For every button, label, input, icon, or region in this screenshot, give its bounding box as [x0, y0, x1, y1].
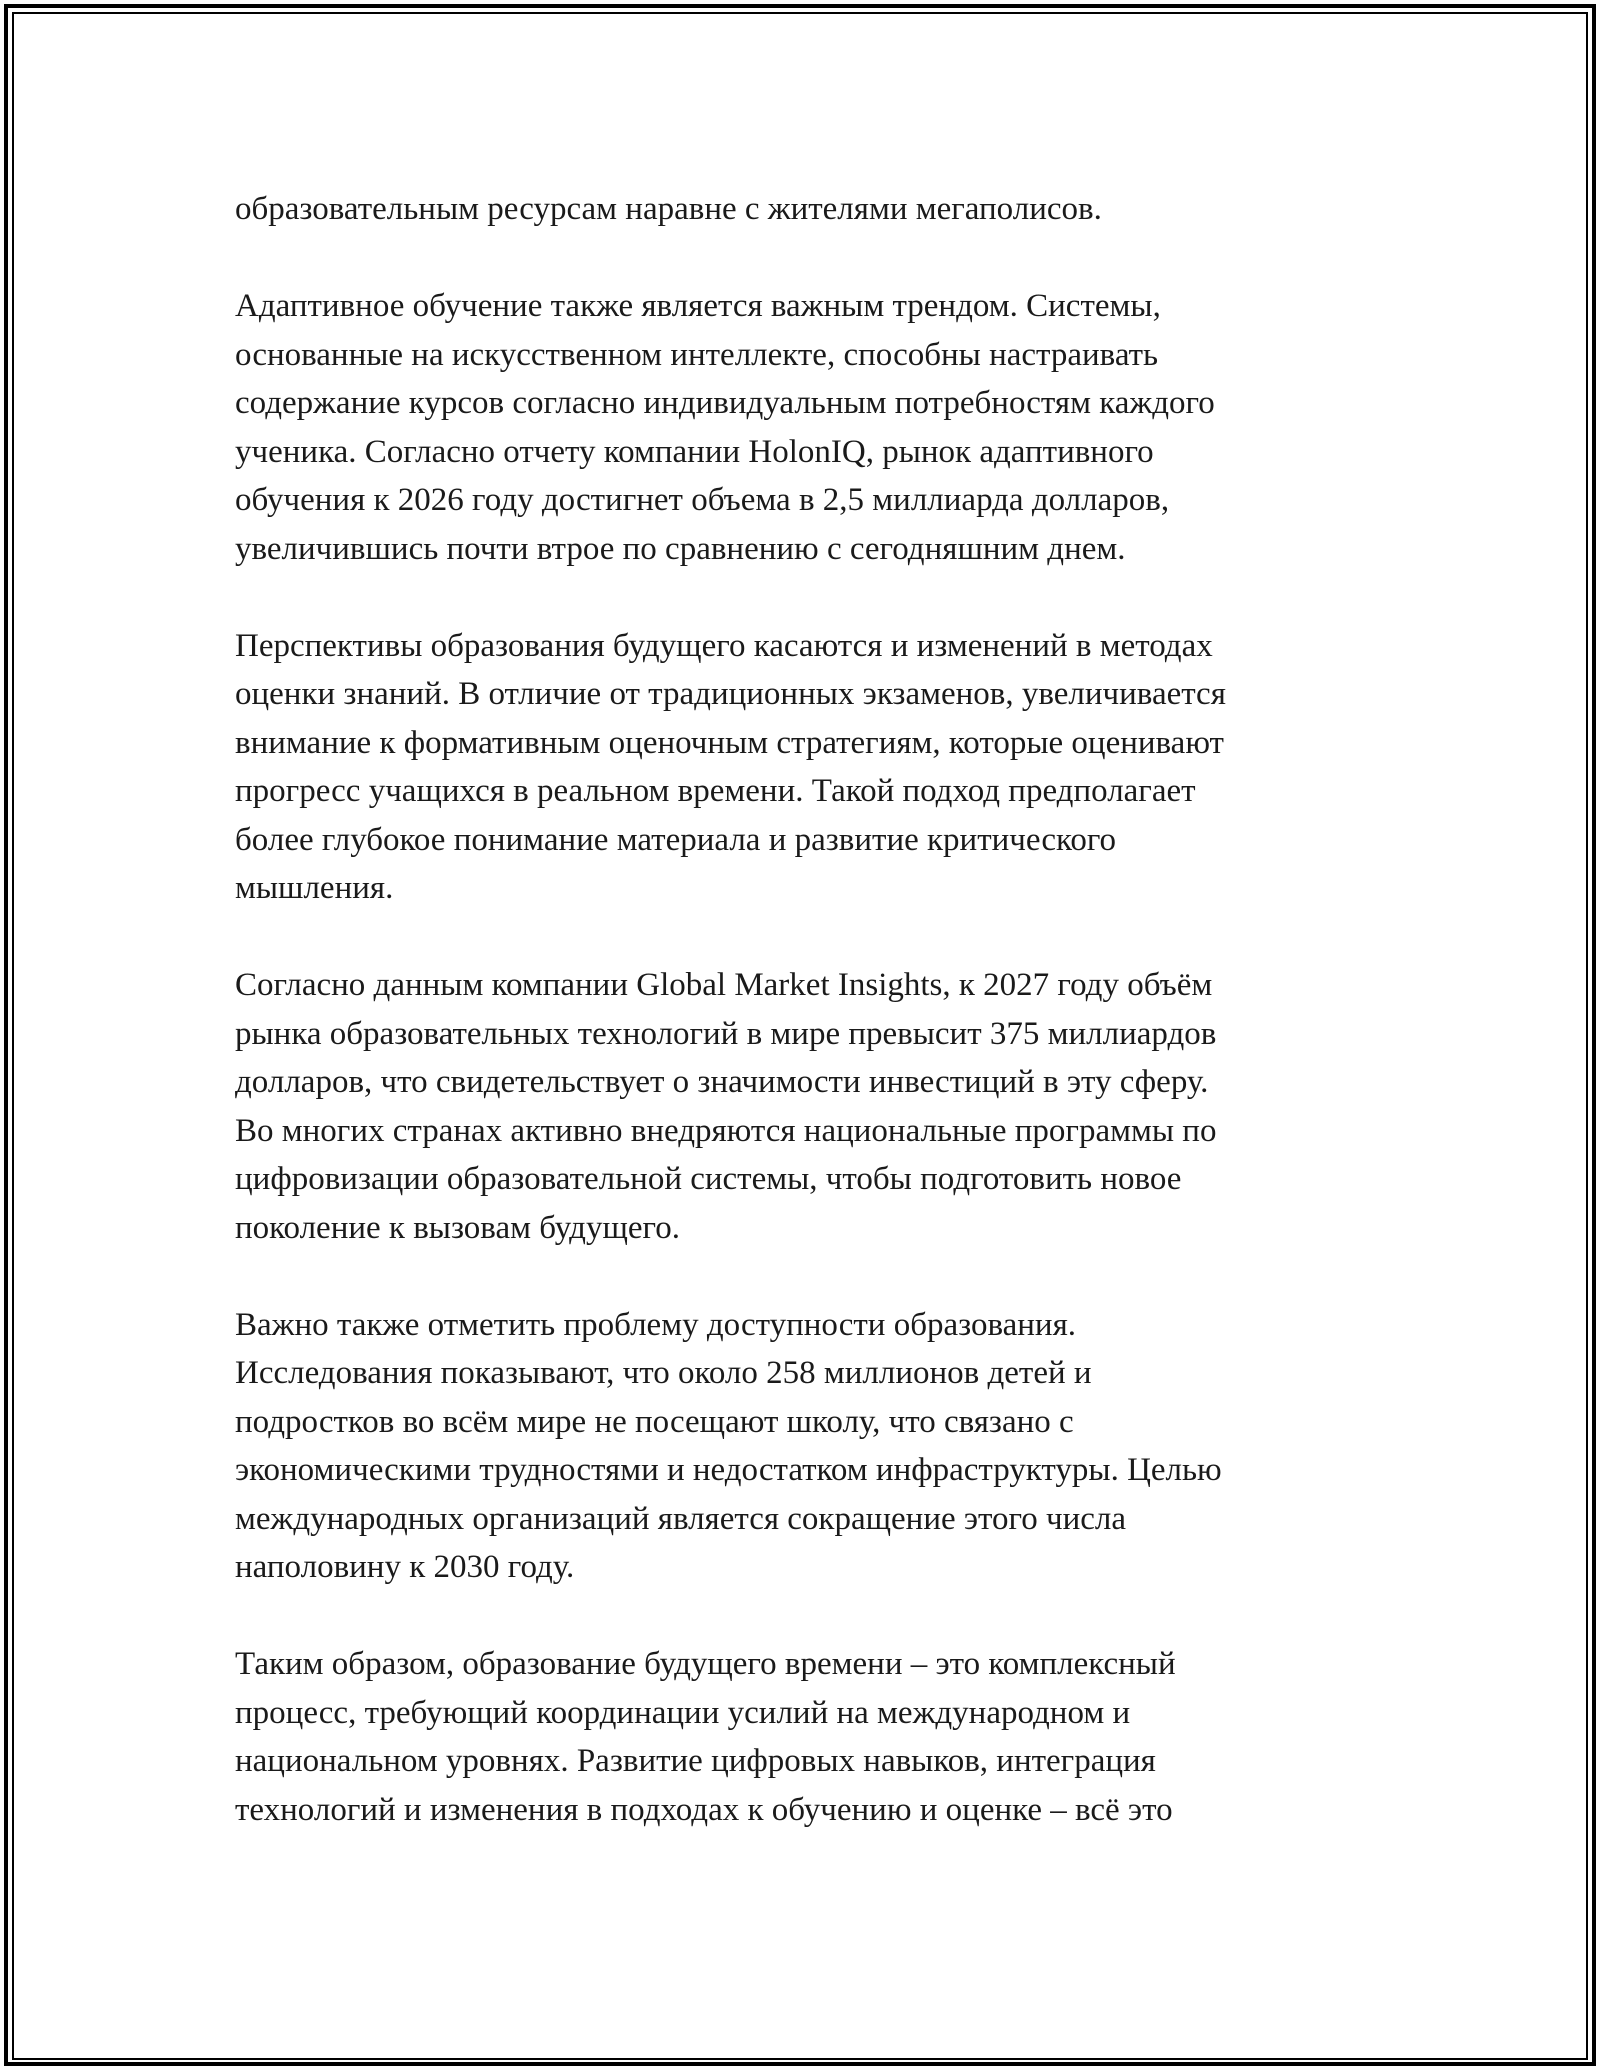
text-line: внимание к формативным оценочным стратегиям, которые оценивают: [235, 724, 1224, 761]
paragraph-6: [235, 1640, 1375, 1834]
text-line: Во многих странах активно внедряются национальные программы по: [235, 1112, 1217, 1149]
paragraph-4: [235, 961, 1375, 1252]
text-line: обучения к 2026 году достигнет объема в 2,5 миллиарда долларов,: [235, 482, 1170, 518]
text-line: увеличившись почти втрое по сравнению с сегодняшним днем.: [235, 530, 1126, 567]
text-line: мышления.: [235, 870, 394, 906]
text-line: прогресс учащихся в реальном времени. Такой подход предполагает: [235, 773, 1196, 809]
paragraph-3: [235, 622, 1375, 913]
text-line: более глубокое понимание материала и развитие критического: [235, 821, 1117, 858]
text-line: содержание курсов согласно индивидуальным потребностям каждого: [235, 385, 1215, 421]
text-line: рынка образовательных технологий в мире превысит 375 миллиардов: [235, 1015, 1217, 1052]
text-line: Исследования показывают, что около 258 миллионов детей и: [235, 1355, 1092, 1391]
text-line: международных организаций является сокращение этого числа: [235, 1500, 1127, 1537]
text-line: основанные на искусственном интеллекте, способны настраивать: [235, 336, 1159, 373]
text-line: Таким образом, образование будущего времени – это комплексный: [235, 1646, 1176, 1682]
text-line: ученика. Согласно отчету компании HolonIQ, рынок адаптивного: [235, 433, 1154, 470]
text-line: экономическими трудностями и недостатком инфраструктуры. Целью: [235, 1452, 1222, 1488]
text-line: Перспективы образования будущего касаются и изменений в методах: [235, 627, 1213, 664]
paragraph-5: [235, 1301, 1375, 1592]
text-line: подростков во всём мире не посещают школу, что связано с: [235, 1403, 1074, 1440]
document-body: [235, 185, 1375, 1883]
text-line: Адаптивное обучение также является важным трендом. Системы,: [235, 288, 1161, 324]
text-line: национальном уровнях. Развитие цифровых навыков, интеграция: [235, 1743, 1156, 1779]
text-line: долларов, что свидетельствует о значимости инвестиций в эту сферу.: [235, 1064, 1209, 1100]
text-line: технологий и изменения в подходах к обучению и оценке – всё это: [235, 1791, 1173, 1828]
paragraph-2: [235, 282, 1375, 573]
text-line: процесс, требующий координации усилий на международном и: [235, 1694, 1131, 1731]
text-line: цифровизации образовательной системы, чтобы подготовить новое: [235, 1161, 1182, 1197]
text-line: Важно также отметить проблему доступности образования.: [235, 1306, 1077, 1343]
text-line: Согласно данным компании Global Market Insights, к 2027 году объём: [235, 967, 1213, 1003]
text-line: образовательным ресурсам наравне с жителями мегаполисов.: [235, 191, 1102, 227]
text-line: наполовину к 2030 году.: [235, 1549, 575, 1585]
text-line: оценки знаний. В отличие от традиционных экзаменов, увеличивается: [235, 676, 1226, 712]
text-line: поколение к вызовам будущего.: [235, 1209, 680, 1246]
paragraph-1: [235, 185, 1375, 234]
